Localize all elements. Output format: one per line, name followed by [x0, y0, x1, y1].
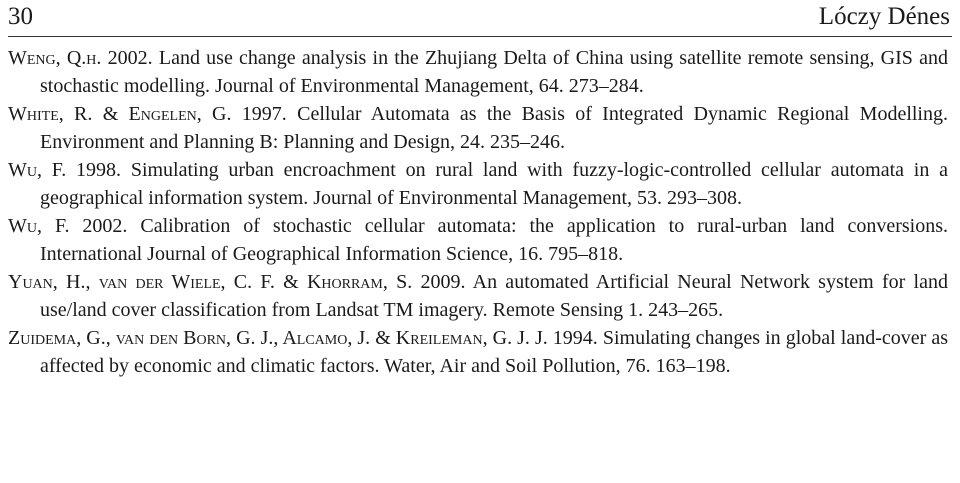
reference-text: 2002. Land use change analysis in the Zhujiang Delta of China using satellite remote sensing, GIS and stochastic modelling. Journal of Environmental Management, 64. 273–284. — [40, 47, 948, 97]
header-rule — [8, 36, 952, 37]
reference-text: 2002. Calibration of stochastic cellular automata: the application to rural-urban land conversions. International Journal of Geographical Information Science, 16. 795–818. — [40, 215, 948, 265]
reference-authors: Zuidema, G., van den Born, G. J., Alcamo, J. & Kreileman, G. J. J. — [8, 327, 548, 349]
reference-text: 1997. Cellular Automata as the Basis of Integrated Dynamic Regional Modelling. Environment and Planning B: Planning and Design, 24. 235–246. — [40, 103, 948, 153]
page-header — [8, 0, 952, 36]
reference-text: 2009. An automated Artificial Neural Network system for land use/land cover classification from Landsat TM imagery. Remote Sensing 1. 243–265. — [40, 271, 948, 321]
reference-list — [8, 44, 948, 380]
reference-text: 1994. Simulating changes in global land-cover as affected by economic and climatic factors. Water, Air and Soil Pollution, 76. 163–198. — [40, 327, 948, 377]
reference-authors: Yuan, H., van der Wiele, C. F. & Khorram, S. — [8, 271, 413, 293]
reference-authors: White, R. & Engelen, G. — [8, 103, 232, 125]
reference-authors: Wu, F. — [8, 215, 70, 237]
page-number: 30 — [8, 3, 33, 30]
reference-item — [8, 324, 948, 380]
reference-item — [8, 212, 948, 268]
running-author: Lóczy Dénes — [818, 3, 950, 30]
reference-item — [8, 156, 948, 212]
reference-authors: Wu, F. — [8, 159, 67, 181]
reference-item — [8, 268, 948, 324]
reference-item — [8, 44, 948, 100]
reference-text: 1998. Simulating urban encroachment on rural land with fuzzy-logic-controlled cellular automata in a geographical information system. Journal of Environmental Management, 53. 293–308. — [40, 159, 948, 209]
reference-authors: Weng, Q.h. — [8, 47, 102, 69]
reference-item — [8, 100, 948, 156]
